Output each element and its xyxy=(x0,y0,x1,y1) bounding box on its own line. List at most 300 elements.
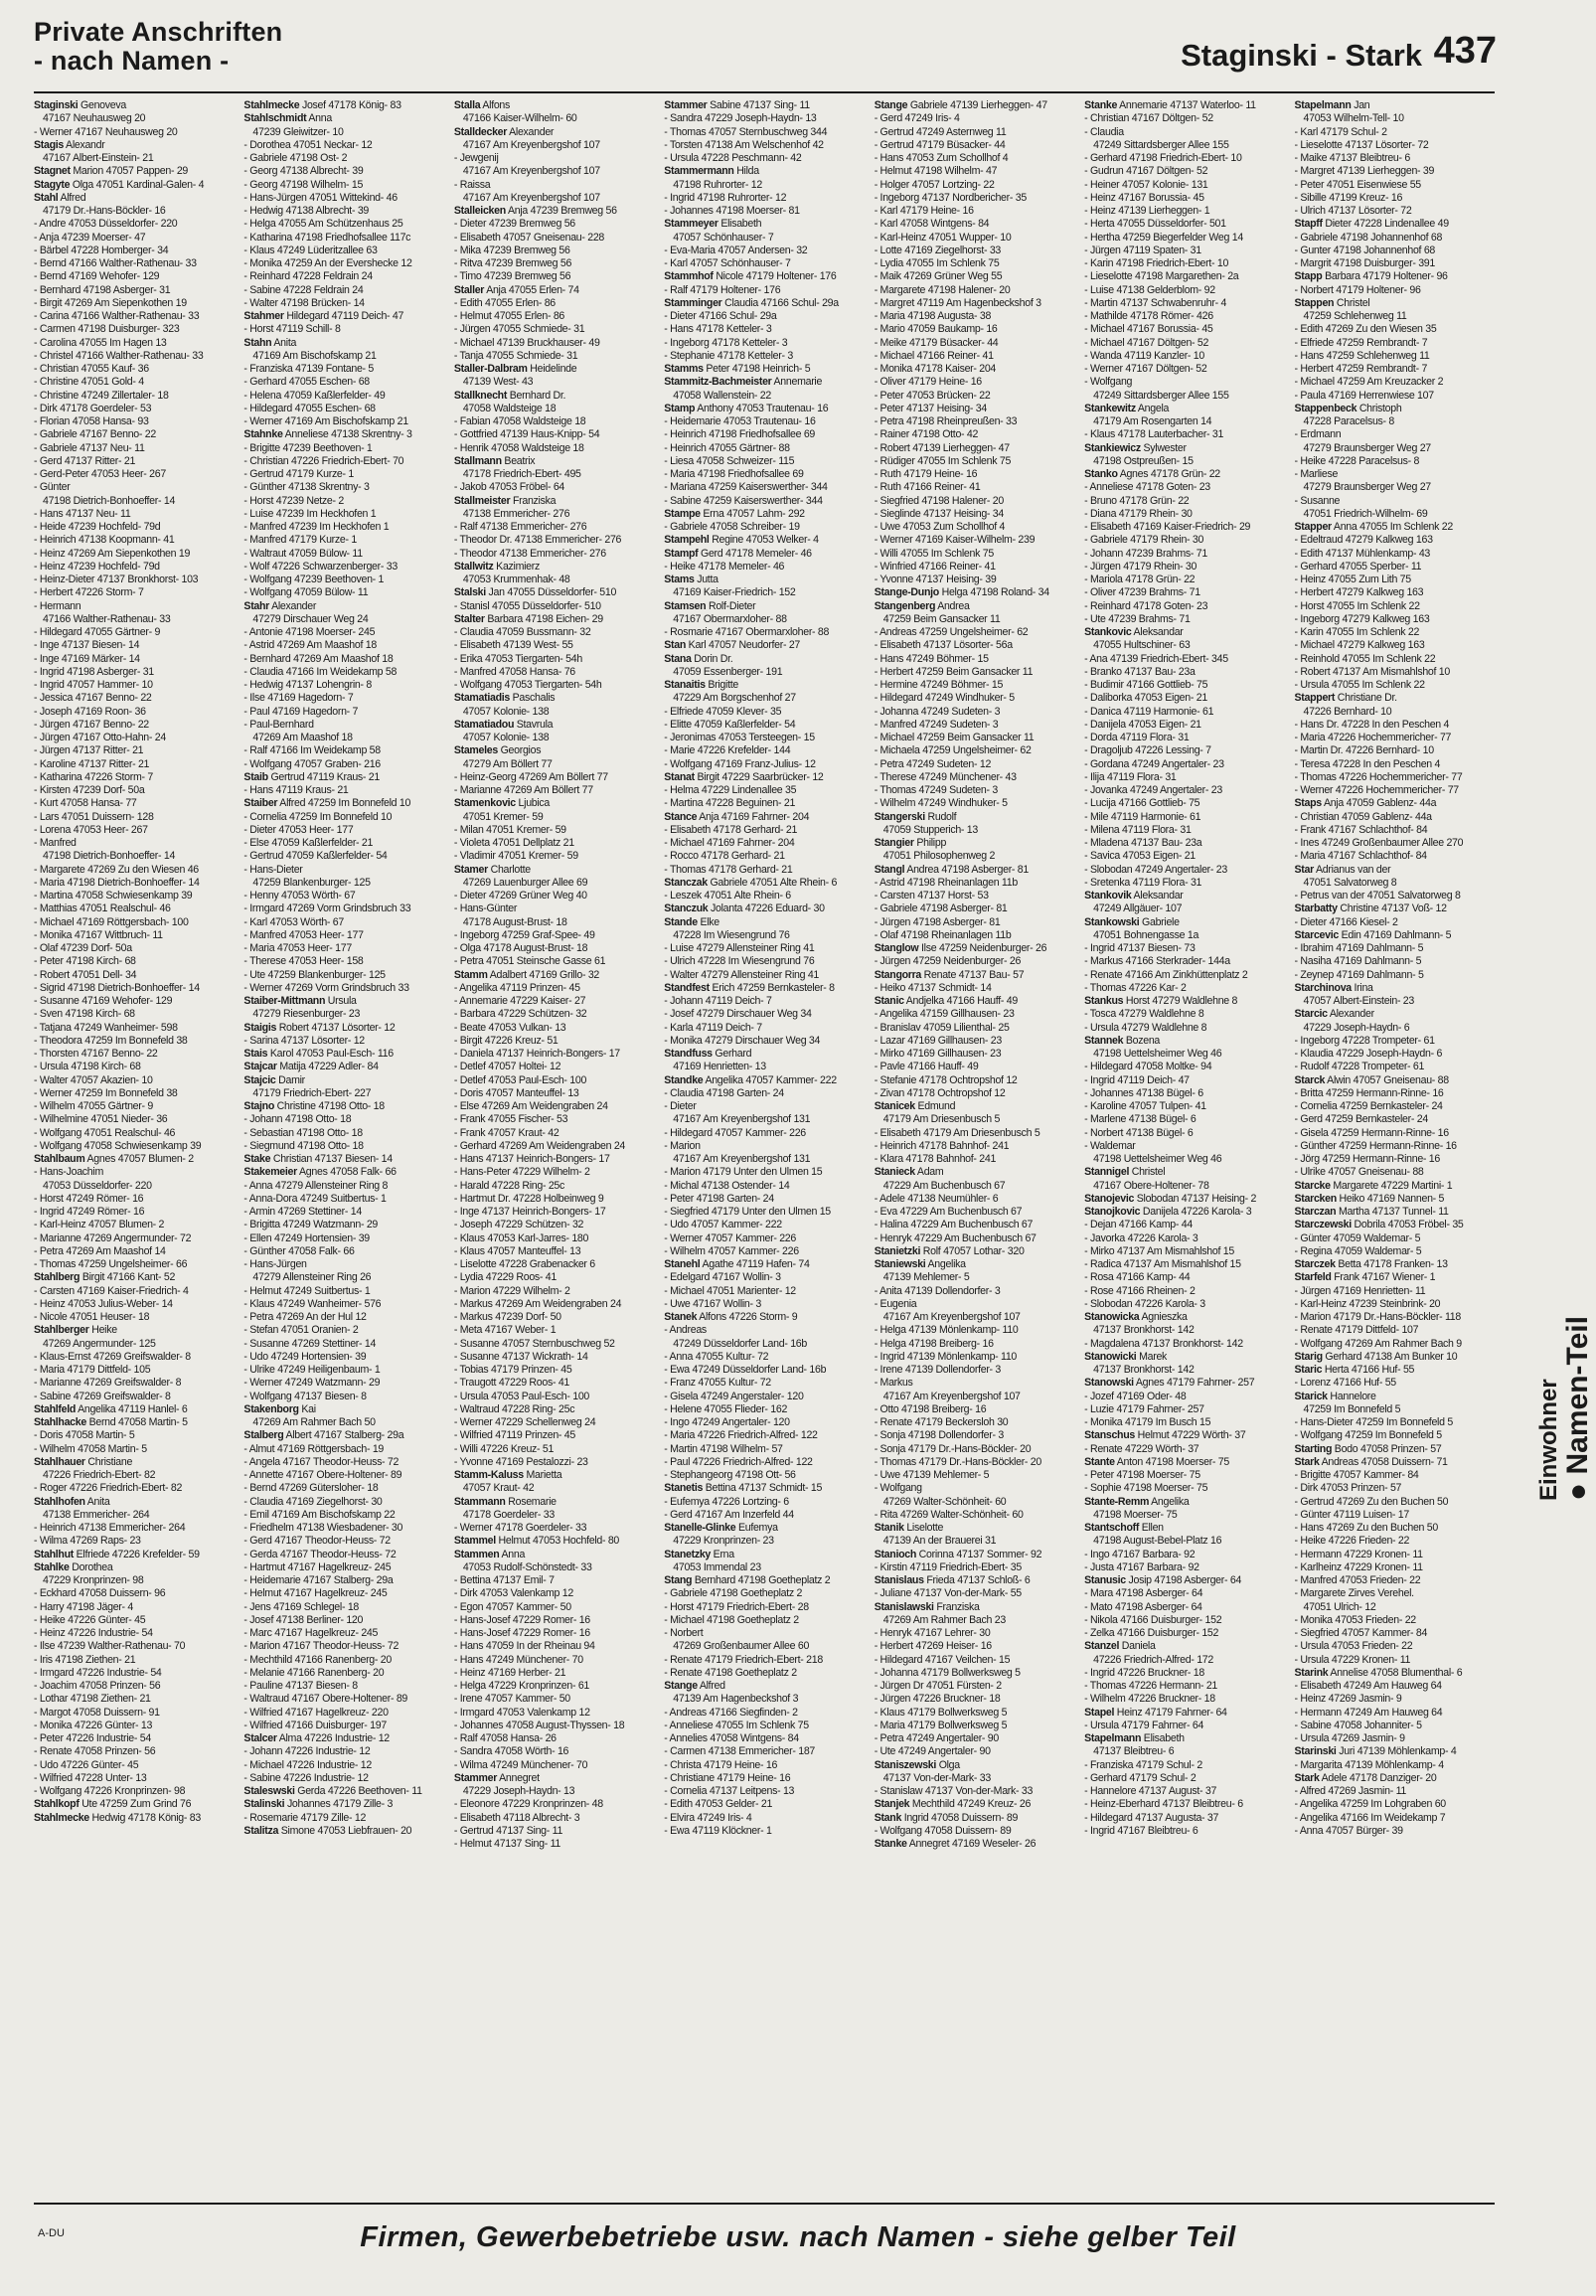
directory-entry xyxy=(1295,1193,1495,1206)
entry-text: Anneliese 47138 Skrentny- 3 xyxy=(282,428,412,441)
directory-entry xyxy=(454,1535,654,1548)
entry-text: - Monika 47179 Im Busch 15 xyxy=(1084,1416,1211,1428)
directory-entry xyxy=(454,1574,654,1587)
directory-entry xyxy=(1295,1798,1495,1811)
directory-entry xyxy=(34,995,234,1008)
entry-text: - Georg 47138 Albrecht- 39 xyxy=(243,165,364,178)
entry-text: 47167 Am Kreyenbergshof 107 xyxy=(882,1390,1021,1402)
entry-text: - Edith 47055 Erlen- 86 xyxy=(453,296,556,309)
directory-entry xyxy=(243,561,443,574)
entry-text: - Thomas 47179 Dr.-Hans-Böckler- 20 xyxy=(874,1455,1041,1468)
directory-entry xyxy=(1084,442,1284,455)
entry-text: - Wolfgang 47059 Bülow- 11 xyxy=(243,586,369,599)
entry-text: Liselotte xyxy=(903,1522,944,1534)
directory-entry xyxy=(1295,613,1495,626)
entry-text: - Ingeborg 47259 Graf-Spee- 49 xyxy=(453,928,595,941)
directory-entry xyxy=(875,613,1074,626)
directory-entry xyxy=(1084,744,1284,757)
entry-text: - Herbert 47259 Beim Gansacker 11 xyxy=(874,665,1034,678)
entry-text: - Rüdiger 47055 Im Schlenk 75 xyxy=(874,454,1012,467)
directory-entry xyxy=(875,99,1074,112)
entry-text: - Leszek 47051 Alte Rhein- 6 xyxy=(664,890,791,902)
entry-text: - Gertrud 47269 Zu den Buchen 50 xyxy=(1294,1495,1449,1508)
entry-text: - Petrus van der 47051 Salvatorweg 8 xyxy=(1294,890,1461,902)
directory-entry xyxy=(1295,1496,1495,1509)
directory-entry xyxy=(34,1338,234,1351)
entry-text: - Dorda 47119 Flora- 31 xyxy=(1084,732,1190,743)
directory-entry xyxy=(1295,864,1495,877)
entry-text: - Ingeborg 47228 Trompeter- 61 xyxy=(1294,1034,1435,1047)
directory-entry xyxy=(1295,428,1495,441)
directory-entry xyxy=(1084,850,1284,863)
entry-text: - Katharina 47198 Friedhofsallee 117c xyxy=(243,231,411,244)
directory-entry xyxy=(875,1667,1074,1680)
directory-entry xyxy=(1295,495,1495,508)
directory-entry xyxy=(34,152,234,165)
directory-entry xyxy=(1084,1509,1284,1522)
entry-text: Anton 47198 Moerser- 75 xyxy=(1114,1455,1229,1468)
entry-text: - Claudia xyxy=(1084,125,1124,138)
directory-entry xyxy=(875,732,1074,744)
entry-text: Birgit 47229 Saarbrücker- 12 xyxy=(694,770,824,783)
entry-text: - Oliver 47239 Brahms- 71 xyxy=(1084,586,1200,599)
entry-surname: Starczewski xyxy=(1294,1219,1352,1231)
directory-entry xyxy=(1295,415,1495,428)
directory-entry xyxy=(1084,1127,1284,1140)
entry-text: 47259 Beim Gansacker 11 xyxy=(882,612,1001,625)
directory-entry xyxy=(1084,310,1284,323)
directory-entry xyxy=(243,1535,443,1548)
entry-text: - Manfred 47053 Frieden- 22 xyxy=(1294,1574,1421,1586)
directory-entry xyxy=(454,284,654,297)
entry-text: - Susanne 47137 Wickrath- 14 xyxy=(453,1350,588,1363)
entry-text: Anja 47059 Gablenz- 44a xyxy=(1321,797,1437,810)
directory-entry xyxy=(875,218,1074,231)
entry-text: - Monika 47226 Günter- 13 xyxy=(34,1719,153,1731)
entry-text: - Liesa 47058 Schweizer- 115 xyxy=(664,454,795,467)
entry-text: - Michael 47198 Goetheplatz 2 xyxy=(664,1613,799,1626)
directory-entry xyxy=(1084,468,1284,481)
directory-entry xyxy=(1084,257,1284,270)
entry-text: - Olaf 47239 Dorf- 50a xyxy=(34,942,132,954)
directory-entry xyxy=(1084,1482,1284,1495)
entry-text: - Doris 47057 Manteuffel- 13 xyxy=(453,1086,579,1099)
entry-text: - Teresa 47228 In den Peschen 4 xyxy=(1294,757,1441,770)
directory-entry xyxy=(664,784,864,797)
entry-text: - Helga 47139 Mönlenkamp- 110 xyxy=(874,1324,1019,1337)
entry-surname: Stampf xyxy=(664,547,699,560)
entry-surname: Stalldecker xyxy=(453,125,508,138)
directory-entry xyxy=(1295,666,1495,679)
entry-text: 47279 Riesenburger- 23 xyxy=(252,1008,361,1021)
entry-text: - Siegmund 47198 Otto- 18 xyxy=(243,1139,364,1152)
directory-entry xyxy=(664,1271,864,1284)
entry-text: Marek xyxy=(1136,1350,1168,1363)
directory-entry xyxy=(34,1482,234,1495)
entry-surname: Stangerski xyxy=(874,810,925,823)
entry-text: - Ursula 47198 Kirch- 68 xyxy=(34,1061,141,1073)
directory-entry xyxy=(34,613,234,626)
entry-text: - Waltraut 47059 Bülow- 11 xyxy=(243,547,363,560)
entry-text: - Petra 47249 Sudeten- 12 xyxy=(874,757,992,770)
entry-text: Christiane Dr. xyxy=(1335,692,1397,705)
directory-entry xyxy=(664,1667,864,1680)
entry-surname: Starck xyxy=(1294,1073,1326,1086)
entry-surname: Stamer xyxy=(453,863,488,876)
entry-surname: Stahlhauer xyxy=(34,1455,85,1468)
entry-text: 47137 Bronkhorst- 142 xyxy=(1093,1364,1195,1376)
entry-text: Christian 47137 Biesen- 14 xyxy=(270,1153,393,1165)
directory-entry xyxy=(454,534,654,547)
entry-text: - Stanisl 47055 Düsseldorfer- 510 xyxy=(453,599,601,612)
entry-text: - Heinz 47169 Herber- 21 xyxy=(453,1666,566,1679)
entry-text: Bettina 47137 Schmidt- 15 xyxy=(703,1482,823,1495)
entry-text: - Radica 47137 Am Mismahlshof 15 xyxy=(1084,1258,1241,1270)
entry-text: - Ute 47249 Angertaler- 90 xyxy=(874,1745,991,1758)
entry-text: - Ursula 47053 Paul-Esch- 100 xyxy=(453,1390,590,1402)
directory-entry xyxy=(1295,1509,1495,1522)
directory-entry xyxy=(454,112,654,125)
directory-entry xyxy=(875,1707,1074,1720)
entry-text: Sylwester xyxy=(1140,441,1187,454)
entry-text: - Gisela 47249 Angerstaler- 120 xyxy=(664,1390,804,1402)
entry-text: - Hildegard 47055 Eschen- 68 xyxy=(243,402,376,414)
footer-note: Firmen, Gewerbebetriebe usw. nach Namen - siehe gelber Teil xyxy=(360,2221,1236,2253)
entry-text: 47249 Düsseldorfer Land- 16b xyxy=(673,1337,807,1350)
directory-entry xyxy=(875,942,1074,955)
directory-entry xyxy=(1084,1812,1284,1825)
entry-text: - Werner 47178 Goerdeler- 33 xyxy=(453,1522,587,1534)
entry-text: - Hans-Jürgen 47051 Wittekind- 46 xyxy=(243,191,398,204)
entry-surname: Stappen xyxy=(1294,296,1335,309)
entry-text: Helmut 47229 Wörth- 37 xyxy=(1134,1429,1246,1442)
directory-entry xyxy=(875,916,1074,929)
entry-text: - Karl-Heinz 47239 Steinbrink- 20 xyxy=(1294,1297,1441,1310)
directory-entry xyxy=(34,1351,234,1364)
entry-text: Stavrula xyxy=(514,718,554,731)
entry-text: Renate 47137 Bau- 57 xyxy=(921,968,1025,981)
entry-text: 47226 Bernhard- 10 xyxy=(1303,705,1392,718)
entry-text: - Hertha 47259 Biegerfelder Weg 14 xyxy=(1084,231,1243,244)
entry-text: - Stefan 47051 Oranien- 2 xyxy=(243,1324,359,1337)
directory-entry xyxy=(664,600,864,613)
directory-entry xyxy=(664,455,864,468)
entry-text: Anna xyxy=(499,1548,526,1560)
directory-entry xyxy=(454,415,654,428)
directory-entry xyxy=(454,1496,654,1509)
entry-text: - Harry 47198 Jäger- 4 xyxy=(34,1600,133,1613)
directory-entry xyxy=(875,495,1074,508)
entry-surname: Stahlhut xyxy=(34,1548,74,1560)
entry-text: 47057 Kraut- 42 xyxy=(462,1482,535,1495)
directory-entry xyxy=(875,1456,1074,1469)
directory-entry xyxy=(875,1074,1074,1087)
entry-text: - Detlef 47053 Paul-Esch- 100 xyxy=(453,1073,587,1086)
entry-text: 47259 Im Bonnefeld 5 xyxy=(1303,1402,1401,1415)
entry-text: - Elisabeth 47118 Albrecht- 3 xyxy=(453,1811,580,1824)
entry-text: - Hans-Joachim xyxy=(34,1166,103,1179)
entry-text: 47269 Am Rahmer Bach 50 xyxy=(252,1416,376,1428)
entry-text: Mechthild 47249 Kreuz- 26 xyxy=(909,1798,1032,1811)
entry-text: Alfred xyxy=(58,191,86,204)
entry-text: Anna xyxy=(306,112,332,125)
directory-entry xyxy=(454,1456,654,1469)
entry-text: - Hannelore 47137 August- 37 xyxy=(1084,1785,1217,1797)
entry-text: 47167 Am Kreyenbergshof 131 xyxy=(673,1153,811,1165)
entry-text: - Ingrid 47057 Hammer- 10 xyxy=(34,679,153,691)
directory-entry xyxy=(1084,415,1284,428)
entry-text: - Maria 47226 Friedrich-Alfred- 122 xyxy=(664,1429,818,1442)
entry-surname: Stange xyxy=(874,99,908,111)
entry-text: - Ibrahim 47169 Dahlmann- 5 xyxy=(1294,942,1424,954)
entry-surname: Stanioch xyxy=(874,1548,917,1560)
entry-text: - Jürgen 47198 Asberger- 81 xyxy=(874,915,1001,928)
directory-entry xyxy=(664,586,864,599)
directory-entry xyxy=(454,126,654,139)
directory-entry xyxy=(1295,1364,1495,1377)
directory-entry xyxy=(664,679,864,692)
directory-entry xyxy=(243,165,443,178)
directory-entry xyxy=(1084,1008,1284,1021)
entry-text: - Theodor 47138 Emmericher- 276 xyxy=(453,547,606,560)
entry-text: 47137 Von-der-Mark- 33 xyxy=(882,1771,991,1784)
entry-text: - Helmut 47249 Suitbertus- 1 xyxy=(243,1284,371,1297)
directory-entry xyxy=(664,1745,864,1758)
directory-entry xyxy=(1084,890,1284,902)
directory-entry xyxy=(1295,468,1495,481)
directory-entry xyxy=(243,192,443,205)
entry-text: 47279 Allensteiner Ring 26 xyxy=(252,1271,372,1284)
entry-text: Bodo 47058 Prinzen- 57 xyxy=(1332,1442,1442,1455)
directory-entry xyxy=(1295,1693,1495,1706)
entry-text: - Norbert 47138 Bügel- 6 xyxy=(1084,1126,1194,1139)
directory-entry xyxy=(243,1720,443,1732)
directory-entry xyxy=(454,350,654,363)
entry-text: - Ursula 47279 Waldlehne 8 xyxy=(1084,1021,1207,1034)
directory-entry xyxy=(1295,1298,1495,1311)
entry-surname: Stalinski xyxy=(243,1798,285,1811)
entry-text: 47198 Dietrich-Bonhoeffer- 14 xyxy=(43,850,176,863)
directory-entry xyxy=(664,1522,864,1535)
entry-text: 47198 Uettelsheimer Weg 46 xyxy=(1093,1153,1222,1165)
entry-text: Agnes 47058 Falk- 66 xyxy=(296,1166,397,1179)
entry-text: Agnes 47178 Grün- 22 xyxy=(1117,468,1220,480)
entry-text: Charlotte xyxy=(487,863,531,876)
directory-entry xyxy=(1295,1416,1495,1429)
directory-entry xyxy=(875,824,1074,837)
entry-text: - Horst 47119 Schill- 8 xyxy=(243,323,341,336)
directory-entry xyxy=(34,403,234,415)
entry-text: Bernhard 47198 Goetheplatz 2 xyxy=(692,1574,831,1586)
directory-entry xyxy=(34,415,234,428)
entry-text: - Klaus 47057 Manteuffel- 13 xyxy=(453,1244,581,1257)
entry-surname: Stallmeister xyxy=(453,494,511,507)
entry-text: Matija 47229 Adler- 84 xyxy=(276,1061,379,1073)
directory-entry xyxy=(664,1048,864,1061)
directory-entry xyxy=(664,1549,864,1561)
entry-text: - Gertrud 47179 Büsacker- 44 xyxy=(874,138,1006,151)
directory-entry xyxy=(664,428,864,441)
entry-text: - Monika 47259 An der Evershecke 12 xyxy=(243,257,412,269)
directory-entry xyxy=(243,337,443,350)
entry-text: Heiko 47169 Nannen- 5 xyxy=(1336,1192,1445,1205)
directory-entry xyxy=(664,719,864,732)
entry-text: Angela xyxy=(1135,402,1170,414)
directory-entry xyxy=(875,139,1074,152)
directory-entry xyxy=(34,561,234,574)
directory-entry xyxy=(34,1403,234,1416)
directory-entry xyxy=(1295,1232,1495,1245)
entry-text: - Wilhelm 47226 Bruckner- 18 xyxy=(1084,1693,1215,1706)
entry-text: - Elvira 47249 Iris- 4 xyxy=(664,1811,752,1824)
directory-entry xyxy=(1295,1549,1495,1561)
entry-text: - Marliese xyxy=(1294,468,1339,480)
entry-text: - Carina 47166 Walther-Rathenau- 33 xyxy=(34,310,200,322)
entry-text: Jutta xyxy=(694,574,718,585)
directory-entry xyxy=(1084,1403,1284,1416)
directory-entry xyxy=(34,205,234,218)
entry-text: - Maria 47179 Dittfeld- 105 xyxy=(34,1364,151,1376)
entry-text: - Ingrid 47249 Römer- 16 xyxy=(34,1206,145,1218)
directory-entry xyxy=(1295,1680,1495,1693)
entry-text: - Stephanie 47178 Ketteler- 3 xyxy=(664,349,793,362)
entry-text: - Hermann 47249 Am Hauweg 64 xyxy=(1294,1706,1443,1719)
entry-text: - Hans 47269 Zu den Buchen 50 xyxy=(1294,1522,1438,1534)
entry-text: - Wilma 47249 Münchener- 70 xyxy=(453,1758,588,1771)
entry-text: - Horst 47249 Römer- 16 xyxy=(34,1192,144,1205)
entry-text: Martha 47137 Tunnel- 11 xyxy=(1336,1206,1449,1218)
entry-surname: Stammer xyxy=(453,1771,498,1784)
directory-entry xyxy=(1295,1745,1495,1758)
entry-text: 47167 Neuhausweg 20 xyxy=(43,112,146,125)
directory-entry xyxy=(875,112,1074,125)
entry-text: - Willi 47055 Im Schlenk 75 xyxy=(874,547,994,560)
directory-entry xyxy=(1084,1285,1284,1298)
directory-entry xyxy=(1084,1180,1284,1193)
section-tab xyxy=(1497,994,1596,1511)
directory-entry xyxy=(454,152,654,165)
entry-text: 47053 Krummenhak- 48 xyxy=(462,574,570,585)
entry-text: - Petra 47198 Rheinpreußen- 33 xyxy=(874,415,1018,427)
directory-entry xyxy=(664,1298,864,1311)
entry-text: Gabriele 47139 Lierheggen- 47 xyxy=(907,99,1047,111)
directory-entry xyxy=(664,850,864,863)
entry-text: - Rocco 47178 Gerhard- 21 xyxy=(664,850,785,863)
entry-text: - Heike 47178 Memeler- 46 xyxy=(664,560,785,573)
directory-entry xyxy=(34,376,234,389)
entry-text: 47198 Moerser- 75 xyxy=(1093,1508,1178,1521)
entry-text: - Therese 47053 Heer- 158 xyxy=(243,955,364,968)
directory-entry xyxy=(34,916,234,929)
entry-text: - Karl 47058 Wintgens- 84 xyxy=(874,218,990,231)
entry-text: - Ilse 47239 Walther-Rathenau- 70 xyxy=(34,1640,186,1653)
entry-text: - Christel 47166 Walther-Rathenau- 33 xyxy=(34,349,204,362)
directory-entry xyxy=(454,1087,654,1100)
directory-entry xyxy=(1084,982,1284,995)
entry-text: - Winfried 47166 Reiner- 41 xyxy=(874,560,996,573)
directory-entry xyxy=(875,1561,1074,1574)
entry-text: - Karin 47198 Friedrich-Ebert- 10 xyxy=(1084,257,1229,269)
entry-text: - Karl 47179 Schul- 2 xyxy=(1294,125,1387,138)
directory-entry xyxy=(1295,1271,1495,1284)
entry-text: - Paul 47226 Friedrich-Alfred- 122 xyxy=(664,1455,813,1468)
directory-entry xyxy=(243,1680,443,1693)
directory-entry xyxy=(454,1509,654,1522)
entry-text: - Astrid 47198 Rheinanlagen 11b xyxy=(874,876,1018,889)
directory-entry xyxy=(243,245,443,257)
entry-surname: Starig xyxy=(1294,1350,1323,1363)
directory-entry xyxy=(243,534,443,547)
entry-text: - Wilhelmine 47051 Nieder- 36 xyxy=(34,1113,168,1126)
directory-entry xyxy=(243,1232,443,1245)
entry-text: - Joachim 47058 Prinzen- 56 xyxy=(34,1680,161,1692)
entry-surname: Starcevic xyxy=(1294,928,1339,941)
entry-text: - Angelika 47119 Prinzen- 45 xyxy=(453,981,580,994)
entry-text: Aleksandar xyxy=(1131,626,1184,638)
directory-entry xyxy=(454,1311,654,1324)
directory-entry xyxy=(1295,192,1495,205)
directory-entry xyxy=(1084,666,1284,679)
entry-text: Bozena xyxy=(1123,1034,1161,1047)
entry-surname: Stanetis xyxy=(664,1482,704,1495)
entry-text: - Timo 47239 Bremweg 56 xyxy=(453,270,571,283)
directory-entry xyxy=(664,192,864,205)
directory-entry xyxy=(243,1416,443,1429)
entry-text: - Mario 47059 Baukamp- 16 xyxy=(874,323,998,336)
directory-entry xyxy=(34,955,234,968)
directory-entry xyxy=(34,1166,234,1179)
directory-entry xyxy=(1295,1022,1495,1035)
entry-text: - Hartmut Dr. 47228 Holbeinweg 9 xyxy=(453,1192,604,1205)
directory-entry xyxy=(875,692,1074,705)
entry-surname: Stapff xyxy=(1294,218,1323,231)
entry-text: - Renate 47179 Beckersloh 30 xyxy=(874,1416,1009,1428)
entry-text: Christiane xyxy=(84,1455,133,1468)
entry-text: - Anna 47055 Kultur- 72 xyxy=(664,1350,769,1363)
directory-entry xyxy=(875,1627,1074,1640)
directory-entry xyxy=(243,1509,443,1522)
directory-entry xyxy=(1295,139,1495,152)
entry-text: - Heinz 47239 Hochfeld- 79d xyxy=(34,560,160,573)
entry-text: Alexander xyxy=(1327,1008,1374,1021)
entry-text: - Anna 47057 Bürger- 39 xyxy=(1294,1824,1403,1837)
directory-entry xyxy=(1084,1772,1284,1785)
directory-entry xyxy=(875,245,1074,257)
section-tab-line2-text: Namen-Teil xyxy=(1561,1316,1594,1475)
directory-entry xyxy=(875,929,1074,942)
entry-text: 47058 Waldsteige 18 xyxy=(462,402,557,414)
directory-entry xyxy=(34,929,234,942)
entry-text: Margarete 47229 Martini- 1 xyxy=(1330,1179,1453,1192)
entry-text: Marietta xyxy=(523,1469,562,1481)
entry-text: - Hildegard 47057 Kammer- 226 xyxy=(664,1126,806,1139)
entry-text: 47229 Kronprinzen- 98 xyxy=(43,1574,144,1586)
entry-text: - Hedwig 47138 Albrecht- 39 xyxy=(243,205,370,217)
directory-entry xyxy=(1084,929,1284,942)
directory-entry xyxy=(243,1338,443,1351)
directory-entry xyxy=(454,1351,654,1364)
entry-text: Simone 47053 Liebfrauen- 20 xyxy=(278,1824,412,1837)
entry-surname: Stankowski xyxy=(1084,915,1140,928)
entry-surname: Starick xyxy=(1294,1390,1328,1402)
entry-text: - Gerd 47259 Bernkasteler- 24 xyxy=(1294,1113,1428,1126)
entry-text: - Reinhard 47178 Goten- 23 xyxy=(1084,599,1208,612)
directory-entry xyxy=(243,902,443,915)
entry-text: - Gerd-Peter 47053 Heer- 267 xyxy=(34,468,166,480)
entry-text: - Waldemar xyxy=(1084,1139,1136,1152)
entry-surname: Stanelle-Glinke xyxy=(664,1522,736,1534)
directory-entry xyxy=(1295,1245,1495,1258)
